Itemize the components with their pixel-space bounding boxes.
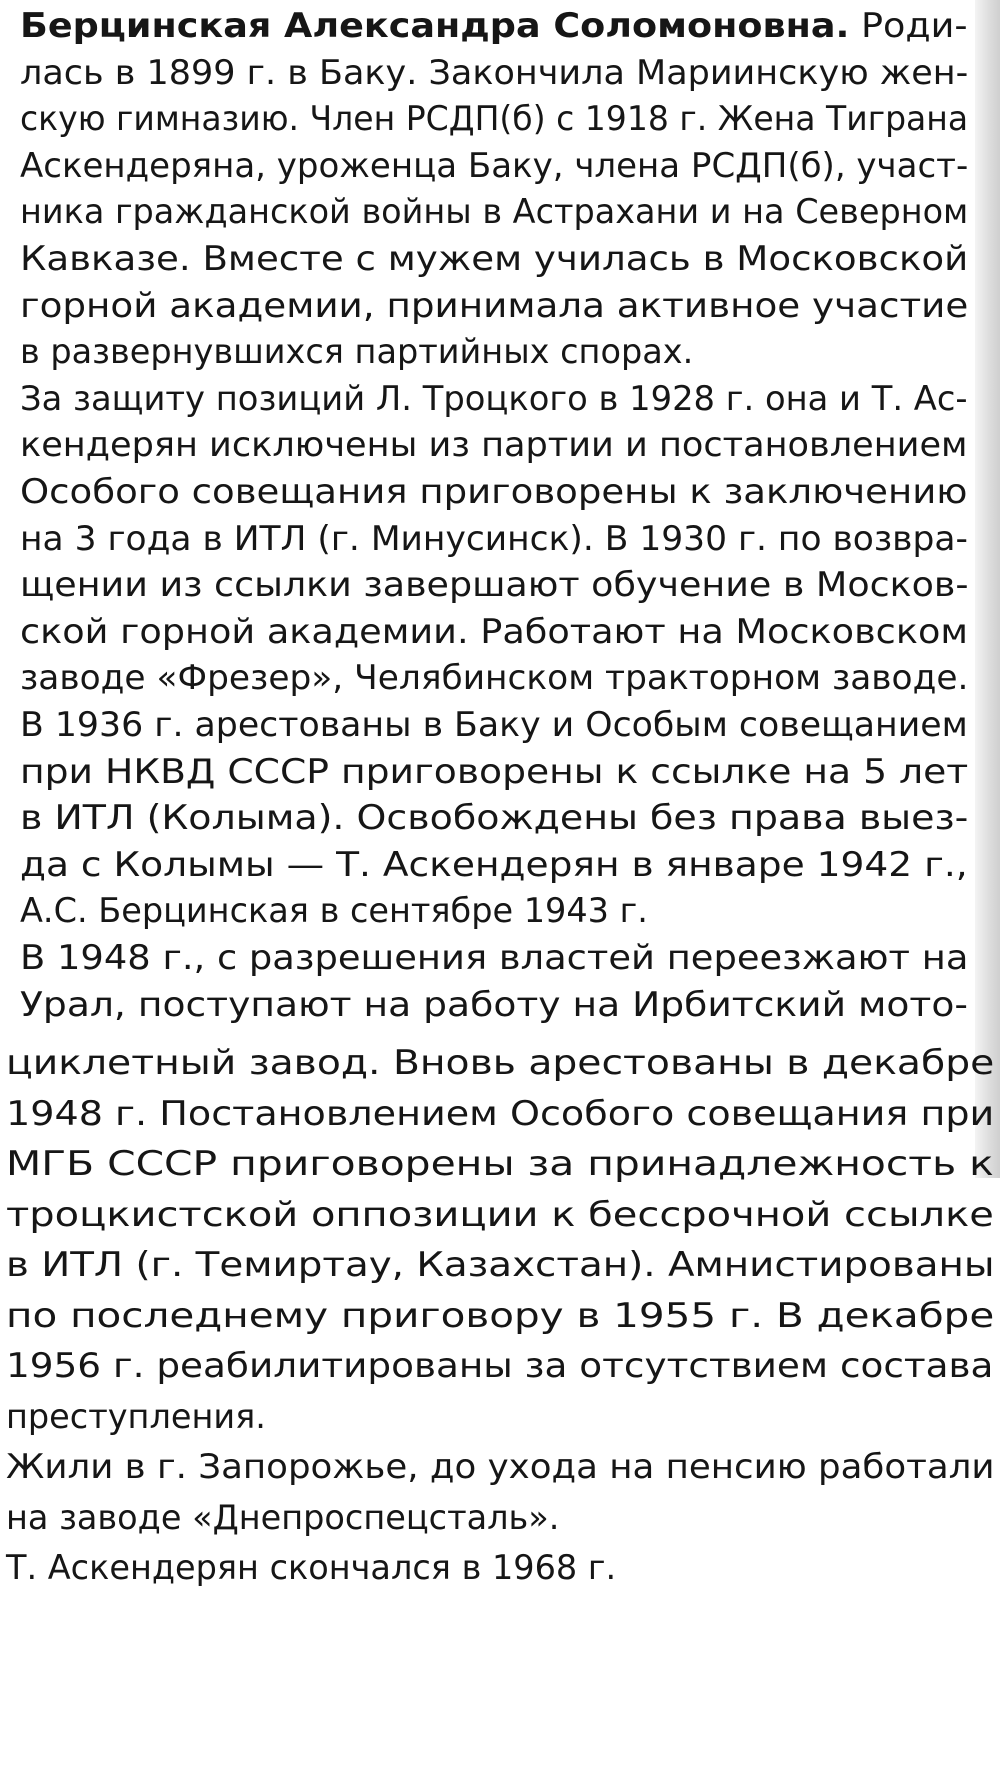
text-line: да с Колымы — Т. Аскендерян в январе 1942 г., [20,844,968,884]
text-line: 1948 г. Постановлением Особого совещания при [6,1093,995,1133]
text-line: при НКВД СССР приговорены к ссылке на 5 лет [20,751,969,791]
text-line: ника гражданской войны в Астрахани и на Северном [20,192,969,232]
text-line: в ИТЛ (Колыма). Освобождены без права выез- [20,798,969,838]
text-line: троцкистской оппозиции к бессрочной ссылке [6,1194,994,1234]
text-line: МГБ СССР приговорены за принадлежность к [6,1144,994,1183]
text-line: в развернувшихся партийных спорах. [20,332,694,372]
text-line: Особого совещания приговорены к заключению [20,472,968,511]
text-line: Т. Аскендерян скончался в 1968 г. [6,1548,617,1587]
text-line: Кавказе. Вместе с мужем училась в Московской [20,239,969,278]
text-line: Жили в г. Запорожье, до ухода на пенсию работали [6,1447,995,1486]
line-text: Роди- [849,6,968,45]
text-line: в ИТЛ (г. Темиртау, Казахстан). Амнистированы [6,1245,995,1284]
text-line: кендерян исключены из партии и постановлением [20,425,968,465]
text-line: щении из ссылки завершают обучение в Москов- [20,565,969,605]
text-line: горной академии, принимала активное участие [20,285,969,325]
text-line: За защиту позиций Л. Троцкого в 1928 г. она и Т. Ас- [20,378,968,418]
text-line: на заводе «Днепроспецсталь». [6,1497,560,1537]
text-line: 1956 г. реабилитированы за отсутствием состава [6,1346,994,1385]
text-line: заводе «Фрезер», Челябинском тракторном заводе. [20,658,969,698]
text-line: преступления. [6,1396,266,1436]
text-line: Урал, поступают на работу на Ирбитский мото- [20,984,968,1024]
text-line: на 3 года в ИТЛ (г. Минусинск). В 1930 г. по возвра- [20,518,968,558]
text-line: Аскендеряна, уроженца Баку, члена РСДП(б), участ- [20,145,969,185]
text-line: по последнему приговору в 1955 г. В декабре [6,1295,995,1335]
text-line: циклетный завод. Вновь арестованы в декабре [6,1043,995,1082]
text-line: ской горной академии. Работают на Московском [20,611,968,651]
text-line: В 1936 г. арестованы в Баку и Особым совещанием [20,705,968,744]
text-line: лась в 1899 г. в Баку. Закончила Мариинскую жен- [20,52,969,92]
text-line: А.С. Берцинская в сентябре 1943 г. [20,891,648,931]
text-line: В 1948 г., с разрешения властей переезжают на [20,938,969,977]
text-line: скую гимназию. Член РСДП(б) с 1918 г. Жена Тиграна [20,99,969,139]
person-name-heading: Берцинская Александра Соломоновна. [20,6,850,45]
